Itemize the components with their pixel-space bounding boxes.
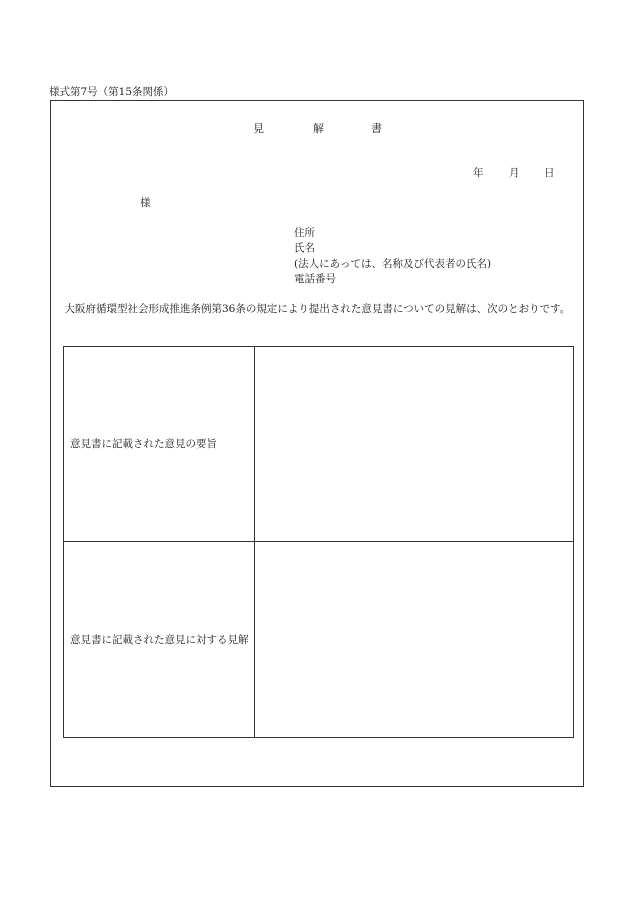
address-label: 住所 <box>294 227 315 239</box>
applicant-block <box>294 226 491 287</box>
opinion-response-field[interactable] <box>255 542 574 738</box>
corporation-note: (法人にあっては、名称及び代表者の氏名) <box>294 257 492 270</box>
title-char-1: 見 <box>253 122 264 135</box>
addressee-honorific: 様 <box>140 197 151 209</box>
table-row <box>64 542 574 738</box>
form-number-label: 様式第7号（第15条関係） <box>49 86 175 98</box>
date-line <box>51 165 583 179</box>
opinion-summary-field[interactable] <box>255 347 574 542</box>
opinion-summary-label: 意見書に記載された意見の要旨 <box>64 347 255 542</box>
date-year-label: 年 <box>473 167 484 179</box>
table-row <box>64 347 574 542</box>
form-frame <box>50 100 584 787</box>
title-char-3: 書 <box>371 122 382 135</box>
document-title <box>51 120 583 136</box>
opinion-response-label: 意見書に記載された意見に対する見解 <box>64 542 255 738</box>
phone-label: 電話番号 <box>294 272 336 285</box>
body-paragraph: 大阪府循環型社会形成推進条例第36条の規定により提出された意見書についての見解は、次のとおりです。 <box>64 303 571 315</box>
opinion-table <box>63 346 574 738</box>
title-char-2: 解 <box>313 122 324 135</box>
name-label: 氏名 <box>294 242 315 255</box>
date-month-label: 月 <box>509 167 520 179</box>
date-day-label: 日 <box>544 167 555 179</box>
